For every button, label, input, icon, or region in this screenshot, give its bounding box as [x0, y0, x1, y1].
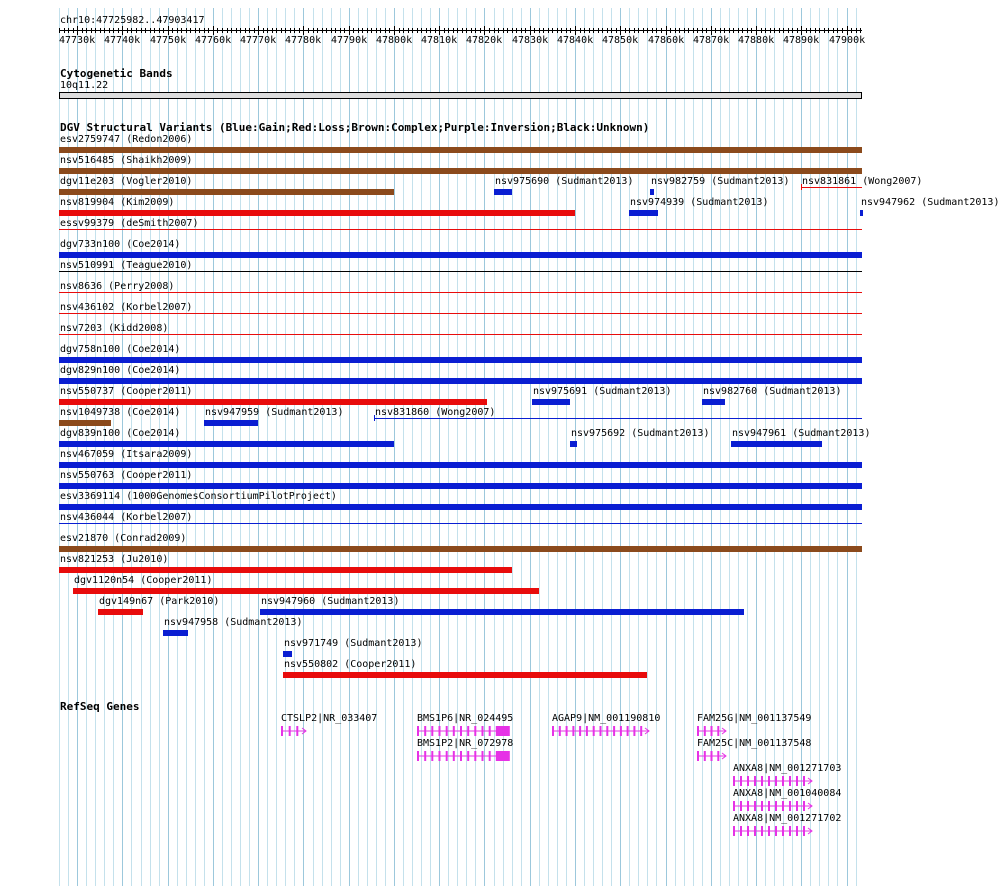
variant-label: nsv947962 (Sudmant2013)	[861, 197, 999, 208]
variant-label: dgv839n100 (Coe2014)	[60, 428, 181, 439]
gene-label: AGAP9|NM_001190810	[552, 713, 661, 724]
variant-label: nsv1049738 (Coe2014)	[60, 407, 181, 418]
ruler-tick-label: 47840k	[557, 35, 594, 46]
gene-exon	[803, 826, 805, 836]
variant-label: dgv149n67 (Park2010)	[99, 596, 220, 607]
gene-exon	[620, 726, 622, 736]
gene-exon	[489, 726, 491, 736]
gene-model[interactable]	[697, 725, 728, 737]
variant-label: nsv974939 (Sudmant2013)	[630, 197, 769, 208]
variant-bar[interactable]	[73, 588, 539, 594]
gene-exon	[460, 751, 462, 761]
gene-model[interactable]	[733, 800, 814, 812]
gene-exon	[740, 826, 742, 836]
variant-label: dgv11e203 (Vogler2010)	[60, 176, 193, 187]
gene-exon	[754, 826, 756, 836]
ruler-tick-label: 47820k	[466, 35, 503, 46]
variant-label: nsv821253 (Ju2010)	[60, 554, 169, 565]
gene-exon	[586, 726, 588, 736]
variant-label: dgv829n100 (Coe2014)	[60, 365, 181, 376]
gene-exon	[789, 826, 791, 836]
ruler-tick-label: 47770k	[240, 35, 277, 46]
gene-exon	[431, 726, 433, 736]
variant-bar[interactable]	[59, 567, 512, 573]
variant-label: dgv1120n54 (Cooper2011)	[74, 575, 213, 586]
gene-exon	[572, 726, 574, 736]
variant-bar[interactable]	[59, 546, 862, 552]
dgv-track-title: DGV Structural Variants (Blue:Gain;Red:Loss;Brown:Complex;Purple:Inversion;Black:Unknown)	[60, 121, 650, 134]
gene-model[interactable]	[281, 725, 308, 737]
gene-exon	[768, 801, 770, 811]
gene-label: ANXA8|NM_001040084	[733, 788, 842, 799]
gene-label: ANXA8|NM_001271703	[733, 763, 842, 774]
variant-bar[interactable]	[59, 504, 862, 510]
variant-bar[interactable]	[860, 210, 863, 216]
variant-label: nsv467059 (Itsara2009)	[60, 449, 193, 460]
gene-exon	[446, 726, 448, 736]
variant-label: nsv947961 (Sudmant2013)	[732, 428, 871, 439]
variant-bar[interactable]	[570, 441, 577, 447]
refseq-track-title: RefSeq Genes	[60, 700, 140, 713]
ruler-tick-label: 47810k	[421, 35, 458, 46]
ruler-tick-label: 47870k	[693, 35, 730, 46]
gene-exon	[467, 726, 469, 736]
gene-exon	[431, 751, 433, 761]
variant-bar[interactable]	[59, 420, 111, 426]
gene-exon	[424, 751, 426, 761]
variant-label: esv2759747 (Redon2006)	[60, 134, 193, 145]
gene-exon	[613, 726, 615, 736]
variant-bar[interactable]	[283, 672, 647, 678]
ruler-tick-label: 47730k	[59, 35, 96, 46]
gene-exon	[782, 826, 784, 836]
gene-exon	[747, 776, 749, 786]
gene-exon	[474, 751, 476, 761]
ruler-tick-label: 47750k	[150, 35, 187, 46]
variant-bar[interactable]	[260, 609, 744, 615]
gene-exon	[761, 801, 763, 811]
gene-label: ANXA8|NM_001271702	[733, 813, 842, 824]
variant-label: esv3369114 (1000GenomesConsortiumPilotProject)	[60, 491, 337, 502]
gene-exon	[697, 751, 699, 761]
gene-exon	[754, 776, 756, 786]
variant-bar[interactable]	[59, 334, 862, 335]
variant-bar[interactable]	[59, 210, 575, 216]
gene-exon	[281, 726, 283, 736]
gene-exon	[482, 751, 484, 761]
gene-exon	[747, 826, 749, 836]
gene-exon	[593, 726, 595, 736]
gene-exon	[789, 776, 791, 786]
gene-exon	[740, 801, 742, 811]
variant-bar[interactable]	[59, 441, 394, 447]
gene-exon	[439, 751, 441, 761]
gene-exon	[717, 726, 719, 736]
variant-label: nsv436044 (Korbel2007)	[60, 512, 193, 523]
gene-exon	[600, 726, 602, 736]
variant-label: nsv982759 (Sudmant2013)	[651, 176, 790, 187]
gene-exon	[803, 776, 805, 786]
gene-exon	[482, 726, 484, 736]
gene-exon	[768, 826, 770, 836]
gene-exon	[704, 751, 706, 761]
ruler-tick-label: 47850k	[602, 35, 639, 46]
gene-exon	[782, 801, 784, 811]
variant-bar[interactable]	[98, 609, 143, 615]
gene-exon	[740, 776, 742, 786]
variant-label: nsv975691 (Sudmant2013)	[533, 386, 672, 397]
gene-exon	[640, 726, 642, 736]
gene-exon	[697, 726, 699, 736]
variant-bar[interactable]	[163, 630, 188, 636]
ruler-tick-label: 47860k	[648, 35, 685, 46]
variant-bar[interactable]	[59, 168, 862, 174]
gene-exon	[460, 726, 462, 736]
variant-bar[interactable]	[532, 399, 570, 405]
gene-model[interactable]	[733, 775, 814, 787]
gene-exon	[704, 726, 706, 736]
gene-exon	[417, 726, 419, 736]
variant-bar[interactable]	[59, 523, 862, 524]
cytoband-label: 10q11.22	[60, 80, 109, 91]
gene-model[interactable]	[733, 825, 814, 837]
variant-end-cap	[801, 184, 802, 190]
ruler-tick-label: 47760k	[195, 35, 232, 46]
gene-exon	[489, 751, 491, 761]
variant-label: nsv947958 (Sudmant2013)	[164, 617, 303, 628]
variant-label: nsv971749 (Sudmant2013)	[284, 638, 423, 649]
gene-exon	[733, 801, 735, 811]
variant-bar[interactable]	[59, 357, 862, 363]
gene-exon	[627, 726, 629, 736]
variant-label: nsv8636 (Perry2008)	[60, 281, 175, 292]
gene-exon	[733, 826, 735, 836]
gene-exon	[796, 826, 798, 836]
cytoband-track-title: Cytogenetic Bands	[60, 67, 173, 80]
gene-exon	[467, 751, 469, 761]
variant-bar[interactable]	[59, 292, 862, 293]
ruler-tick-label: 47740k	[104, 35, 141, 46]
variant-bar[interactable]	[59, 271, 862, 272]
gene-exon	[775, 776, 777, 786]
gene-model[interactable]	[552, 725, 651, 737]
variant-label: nsv550763 (Cooper2011)	[60, 470, 193, 481]
variant-label: esv21870 (Conrad2009)	[60, 533, 187, 544]
gene-exon	[768, 776, 770, 786]
variant-bar[interactable]	[59, 483, 862, 489]
variant-label: nsv831861 (Wong2007)	[802, 176, 923, 187]
gene-exon	[417, 751, 419, 761]
gene-exon	[296, 726, 298, 736]
coordinate-label: chr10:47725982..47903417	[60, 15, 205, 26]
gene-exon	[711, 751, 713, 761]
gene-exon	[747, 801, 749, 811]
variant-label: nsv975692 (Sudmant2013)	[571, 428, 710, 439]
gene-label: FAM25G|NM_001137549	[697, 713, 812, 724]
variant-bar[interactable]	[494, 189, 512, 195]
gene-exon	[717, 751, 719, 761]
gene-exon	[789, 801, 791, 811]
variant-bar[interactable]	[59, 462, 862, 468]
variant-label: dgv758n100 (Coe2014)	[60, 344, 181, 355]
cytoband-bar[interactable]	[59, 92, 862, 99]
gene-model[interactable]	[417, 750, 507, 762]
gene-exon	[606, 726, 608, 736]
gene-exon	[289, 726, 291, 736]
gene-exon	[424, 726, 426, 736]
ruler-tick-label: 47800k	[376, 35, 413, 46]
variant-bar[interactable]	[374, 418, 862, 419]
variant-label: nsv975690 (Sudmant2013)	[495, 176, 634, 187]
gene-exon	[711, 726, 713, 736]
variant-label: nsv516485 (Shaikh2009)	[60, 155, 193, 166]
variant-bar[interactable]	[801, 187, 862, 188]
variant-bar[interactable]	[59, 252, 862, 258]
gene-exon	[579, 726, 581, 736]
gene-label: CTSLP2|NR_033407	[281, 713, 378, 724]
variant-bar[interactable]	[702, 399, 725, 405]
gene-exon	[796, 801, 798, 811]
variant-bar[interactable]	[59, 313, 862, 314]
gene-exon	[453, 751, 455, 761]
gene-exon	[552, 726, 554, 736]
ruler-tick-label: 47790k	[331, 35, 368, 46]
variant-bar[interactable]	[629, 210, 658, 216]
gene-exon	[496, 726, 510, 736]
gene-exon	[761, 826, 763, 836]
gene-exon	[733, 776, 735, 786]
variant-label: dgv733n100 (Coe2014)	[60, 239, 181, 250]
ruler-tick-label: 47830k	[512, 35, 549, 46]
variant-label: nsv982760 (Sudmant2013)	[703, 386, 842, 397]
gene-label: FAM25C|NM_001137548	[697, 738, 812, 749]
gene-model[interactable]	[697, 750, 728, 762]
gene-exon	[761, 776, 763, 786]
variant-label: nsv947959 (Sudmant2013)	[205, 407, 344, 418]
gene-label: BMS1P2|NR_072978	[417, 738, 514, 749]
variant-label: nsv436102 (Korbel2007)	[60, 302, 193, 313]
ruler-tick-label: 47780k	[285, 35, 322, 46]
variant-label: nsv550802 (Cooper2011)	[284, 659, 417, 670]
variant-label: nsv819904 (Kim2009)	[60, 197, 175, 208]
gene-exon	[796, 776, 798, 786]
gene-exon	[474, 726, 476, 736]
variant-label: essv99379 (deSmith2007)	[60, 218, 199, 229]
gene-exon	[559, 726, 561, 736]
gene-exon	[633, 726, 635, 736]
variant-bar[interactable]	[204, 420, 258, 426]
gene-exon	[566, 726, 568, 736]
gene-exon	[803, 801, 805, 811]
gene-exon	[496, 751, 510, 761]
gene-label: BMS1P6|NR_024495	[417, 713, 514, 724]
gene-exon	[775, 826, 777, 836]
variant-bar[interactable]	[59, 189, 394, 195]
ruler-tick-label: 47880k	[738, 35, 775, 46]
variant-bar[interactable]	[650, 189, 654, 195]
gene-exon	[782, 776, 784, 786]
variant-label: nsv7203 (Kidd2008)	[60, 323, 169, 334]
variant-label: nsv550737 (Cooper2011)	[60, 386, 193, 397]
variant-bar[interactable]	[59, 378, 862, 384]
gene-exon	[439, 726, 441, 736]
variant-bar[interactable]	[731, 441, 822, 447]
ruler-tick-label: 47890k	[783, 35, 820, 46]
variant-end-cap	[374, 415, 375, 421]
gene-exon	[446, 751, 448, 761]
variant-label: nsv831860 (Wong2007)	[375, 407, 496, 418]
gene-model[interactable]	[417, 725, 507, 737]
gene-exon	[754, 801, 756, 811]
gene-exon	[775, 801, 777, 811]
variant-bar[interactable]	[283, 651, 292, 657]
gene-exon	[453, 726, 455, 736]
variant-bar[interactable]	[59, 147, 862, 153]
variant-label: nsv947960 (Sudmant2013)	[261, 596, 400, 607]
variant-label: nsv510991 (Teague2010)	[60, 260, 193, 271]
ruler-tick-label: 47900k	[829, 35, 866, 46]
variant-bar[interactable]	[59, 229, 862, 230]
variant-bar[interactable]	[59, 399, 487, 405]
